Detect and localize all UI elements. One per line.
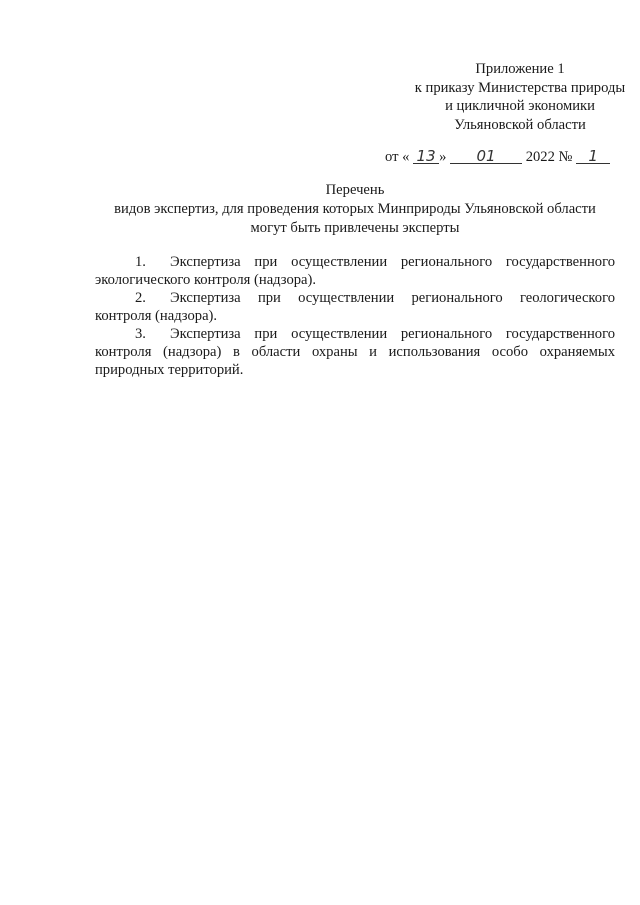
date-year: 2022 № (525, 149, 573, 165)
item-number: 2. (135, 290, 146, 306)
appendix-line: Ульяновской области (454, 116, 586, 133)
item-text: контроля (надзора) в области охраны и использования особо охраняемых (95, 344, 615, 360)
order-number: 1 (576, 147, 610, 164)
list-item (95, 325, 615, 379)
expertise-list (95, 253, 615, 379)
list-item (95, 253, 615, 289)
item-text: Экспертиза при осуществлении регионального государственного (170, 254, 615, 270)
item-text: контроля (надзора). (95, 308, 218, 324)
order-date-line (385, 147, 610, 166)
title-line: видов экспертиз, для проведения которых Минприроды Ульяновской области (114, 201, 596, 217)
title-line: могут быть привлечены эксперты (250, 220, 460, 236)
date-month: 01 (450, 147, 522, 164)
appendix-header (380, 60, 640, 134)
appendix-line: Приложение 1 (475, 61, 565, 77)
date-mid: » (439, 149, 447, 165)
appendix-line: к приказу Министерства природы (414, 79, 626, 96)
item-text: природных территорий. (95, 362, 244, 378)
title-line: Перечень (325, 182, 385, 198)
appendix-line: и цикличной экономики (445, 98, 595, 114)
document-title (95, 181, 615, 238)
item-text: экологического контроля (надзора). (95, 272, 317, 288)
list-item (95, 289, 615, 325)
item-number: 1. (135, 254, 146, 270)
item-text: Экспертиза при осуществлении регионального государственного (170, 326, 615, 342)
item-text: Экспертиза при осуществлении регионального геологического (170, 290, 615, 306)
date-day: 13 (413, 147, 439, 164)
item-number: 3. (135, 326, 146, 342)
date-prefix: от « (385, 149, 410, 165)
